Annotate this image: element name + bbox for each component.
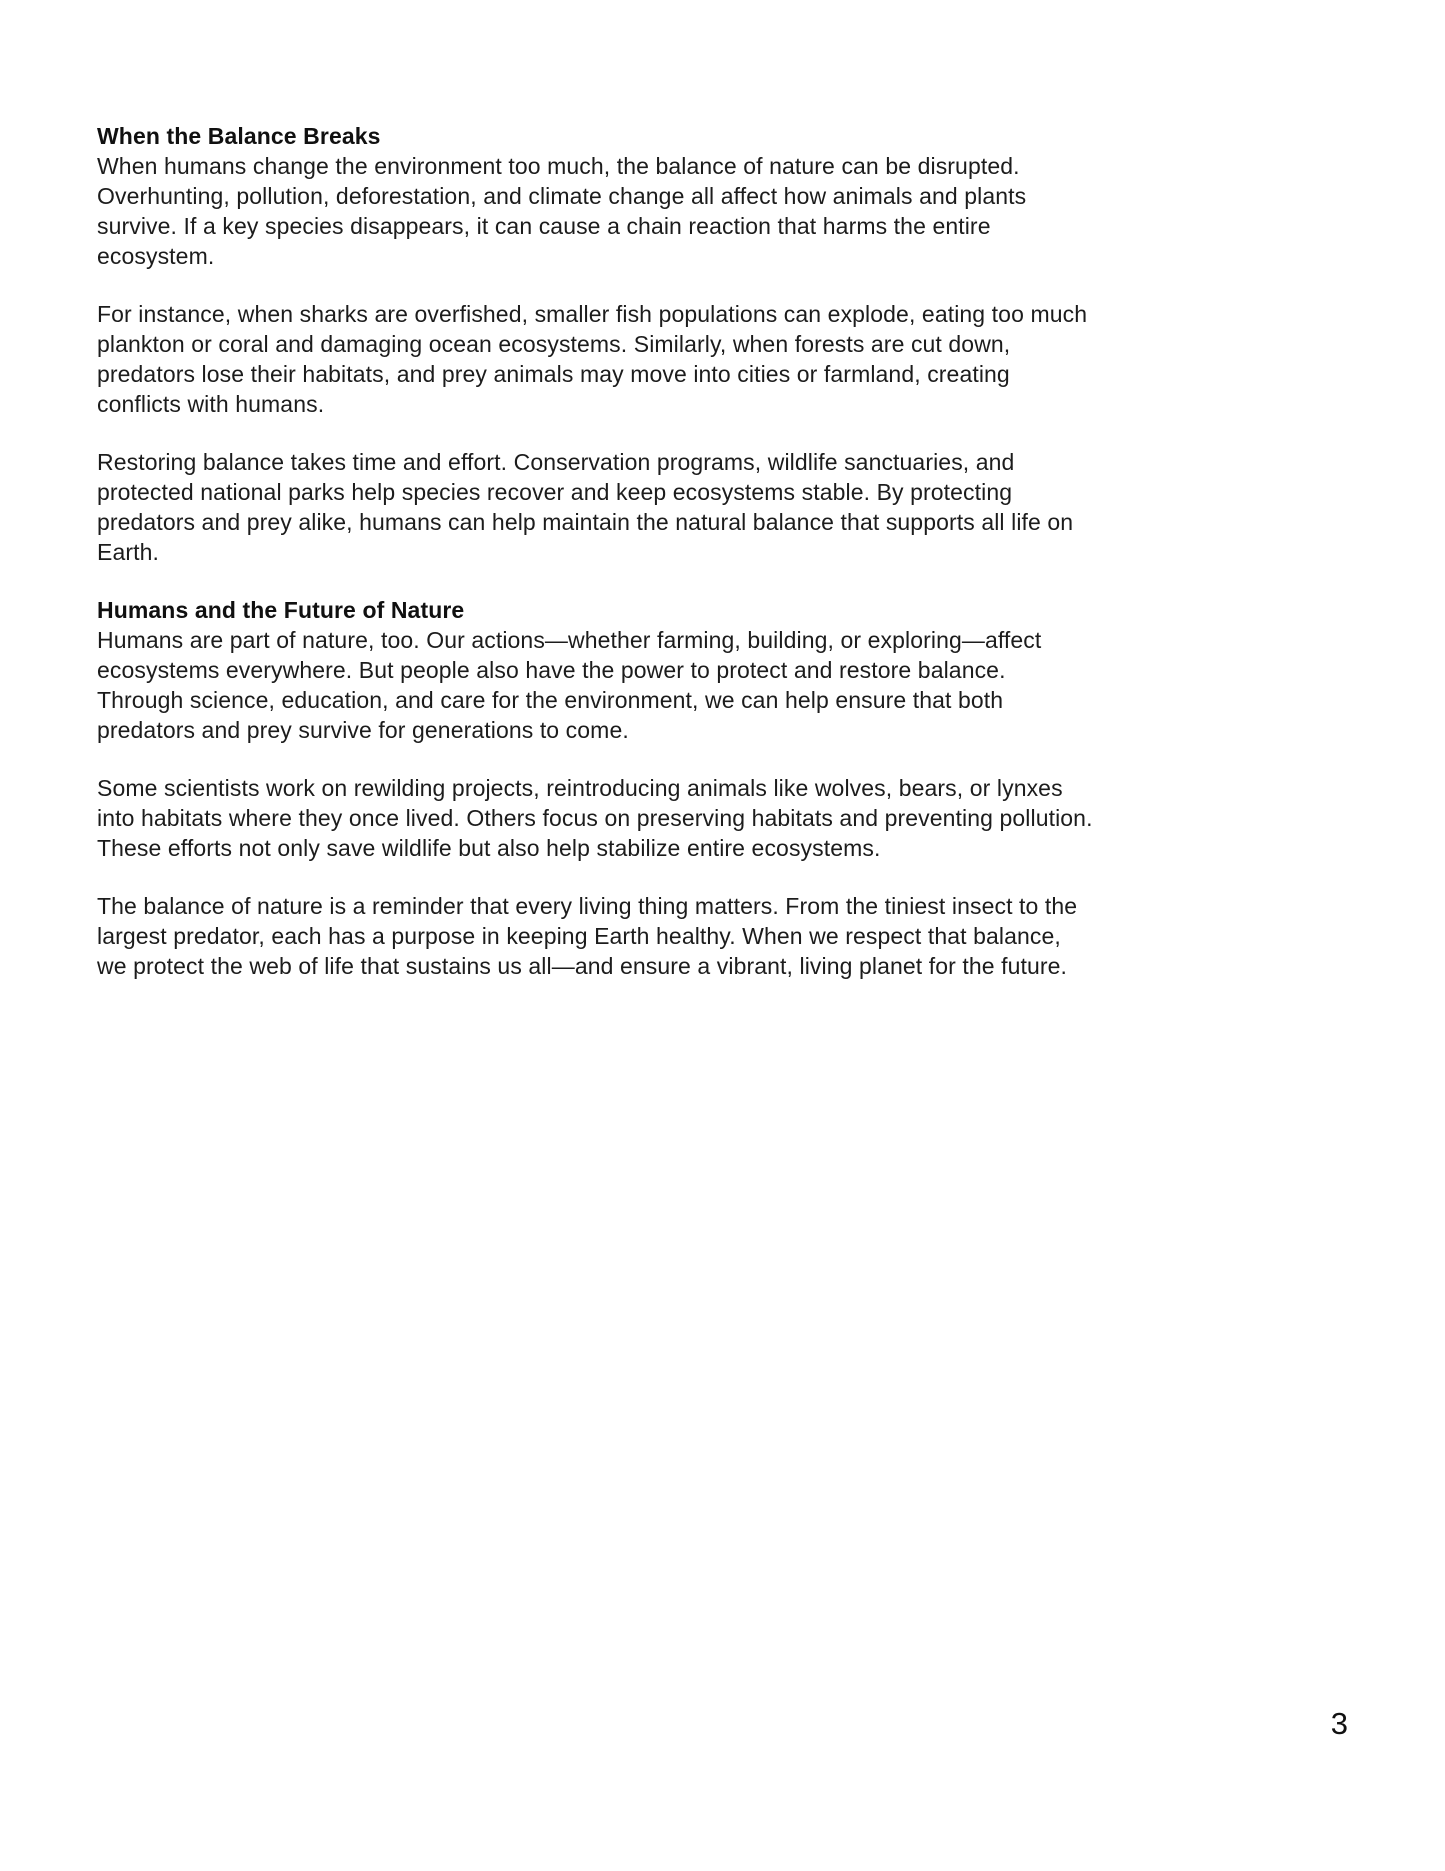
paragraph-balance-reminder: The balance of nature is a reminder that every living thing matters. From the tiniest insect to the largest predator, each has a purpose in keeping Earth healthy. When we respect that balance, we protect the web of life that sustains us all—and ensure a vibrant, living planet for the future. [97,893,1078,979]
page-number: 3 [1330,1706,1348,1741]
paragraph-rewilding-projects: Some scientists work on rewilding projects, reintroducing animals like wolves, bears, or lynxes into habitats where they once lived. Others focus on preserving habitats and preventing pollution. These efforts not only save wildlife but also help stabilize entire ecosystems. [97,775,1093,861]
section-heading-future-of-nature: Humans and the Future of Nature [97,597,465,623]
document-content [97,121,1095,981]
paragraph-humans-part-of-nature: Humans are part of nature, too. Our actions—whether farming, building, or exploring—affect ecosystems everywhere. But people also have the power to protect and restore balance. Through science, education, and care for the environment, we can help ensure that both predators and prey survive for generations to come. [97,627,1042,743]
paragraph-sharks-forests: For instance, when sharks are overfished, smaller fish populations can explode, eating too much plankton or coral and damaging ocean ecosystems. Similarly, when forests are cut down, predators lose their habitats, and prey animals may move into cities or farmland, creating conflicts with humans. [97,301,1088,417]
section-heading-balance-breaks: When the Balance Breaks [97,123,381,149]
paragraph-restoring-balance: Restoring balance takes time and effort. Conservation programs, wildlife sanctuaries, and protected national parks help species recover and keep ecosystems stable. By protecting predators and prey alike, humans can help maintain the natural balance that supports all life on Earth. [97,449,1074,565]
paragraph-disrupted-balance: When humans change the environment too much, the balance of nature can be disrupted. Overhunting, pollution, deforestation, and climate change all affect how animals and plants survive. If a key species disappears, it can cause a chain reaction that harms the entire ecosystem. [97,153,1027,269]
